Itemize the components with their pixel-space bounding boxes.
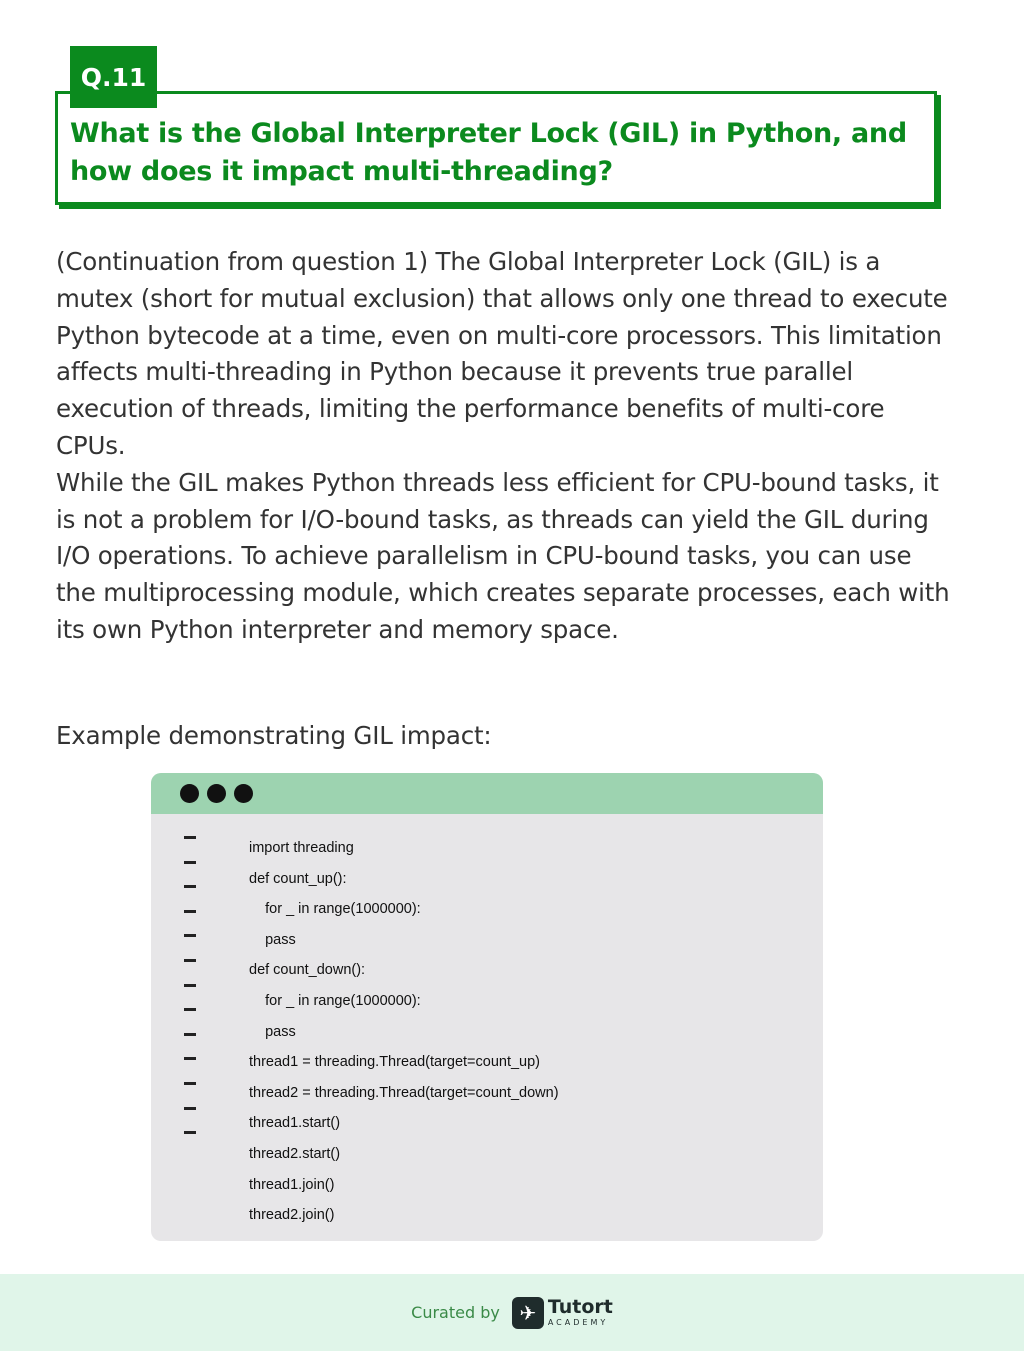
answer-paragraph-2: While the GIL makes Python threads less efficient for CPU-bound tasks, it is not a problem for I/O-bound tasks, as threads can yield the GIL during I/O operations. To achieve parallelism in CPU-bound tasks, you can use the multiprocessing module, which creates separate processes, each with its own Python interpreter and memory space.	[56, 467, 950, 644]
window-dot-icon	[180, 784, 199, 803]
code-line: thread2 = threading.Thread(target=count_down)	[249, 1084, 559, 1101]
code-line: def count_down():	[249, 962, 366, 979]
window-dot-icon	[234, 784, 253, 803]
code-line: def count_up():	[249, 870, 347, 887]
line-marker-icon	[184, 1082, 196, 1085]
line-marker-icon	[184, 1057, 196, 1060]
line-marker-icon	[184, 984, 196, 987]
line-marker-icon	[184, 1033, 196, 1036]
line-marker-column	[184, 836, 196, 1156]
code-window-header	[151, 773, 823, 814]
code-line: pass	[249, 1023, 296, 1040]
curated-by-label: Curated by	[411, 1303, 500, 1322]
line-marker-icon	[184, 934, 196, 937]
footer	[0, 1274, 1024, 1351]
tutort-logo-icon: ✈	[512, 1297, 544, 1329]
logo-subtitle: ACADEMY	[547, 1318, 609, 1327]
window-dot-icon	[207, 784, 226, 803]
code-line: pass	[249, 931, 296, 948]
question-number-badge: Q.11	[70, 46, 157, 108]
line-marker-icon	[184, 1107, 196, 1110]
answer-text	[56, 244, 956, 649]
question-title: What is the Global Interpreter Lock (GIL) in Python, and how does it impact multi-threading?	[70, 118, 907, 187]
line-marker-icon	[184, 885, 196, 888]
line-marker-icon	[184, 861, 196, 864]
logo-name: Tutort	[547, 1296, 613, 1318]
code-line: thread1.start()	[249, 1115, 341, 1132]
tutort-logo	[548, 1298, 613, 1327]
line-marker-icon	[184, 959, 196, 962]
code-line: for _ in range(1000000):	[249, 992, 421, 1009]
code-line: thread2.join()	[249, 1207, 335, 1224]
line-marker-icon	[184, 836, 196, 839]
code-line: thread1 = threading.Thread(target=count_up)	[249, 1054, 541, 1071]
example-label: Example demonstrating GIL impact:	[56, 721, 492, 750]
line-marker-icon	[184, 1131, 196, 1134]
code-lines	[249, 833, 559, 1231]
code-line: for _ in range(1000000):	[249, 901, 421, 918]
code-line: import threading	[249, 840, 354, 856]
answer-paragraph-1: (Continuation from question 1) The Global Interpreter Lock (GIL) is a mutex (short for mutual exclusion) that allows only one thread to execute Python bytecode at a time, even on multi-core processors. This limitation affects multi-threading in Python because it prevents true parallel execution of threads, limiting the performance benefits of multi-core CPUs.	[56, 247, 948, 460]
code-line: thread2.start()	[249, 1145, 341, 1162]
line-marker-icon	[184, 1008, 196, 1011]
line-marker-icon	[184, 910, 196, 913]
code-window	[151, 773, 823, 1241]
code-line: thread1.join()	[249, 1176, 335, 1193]
